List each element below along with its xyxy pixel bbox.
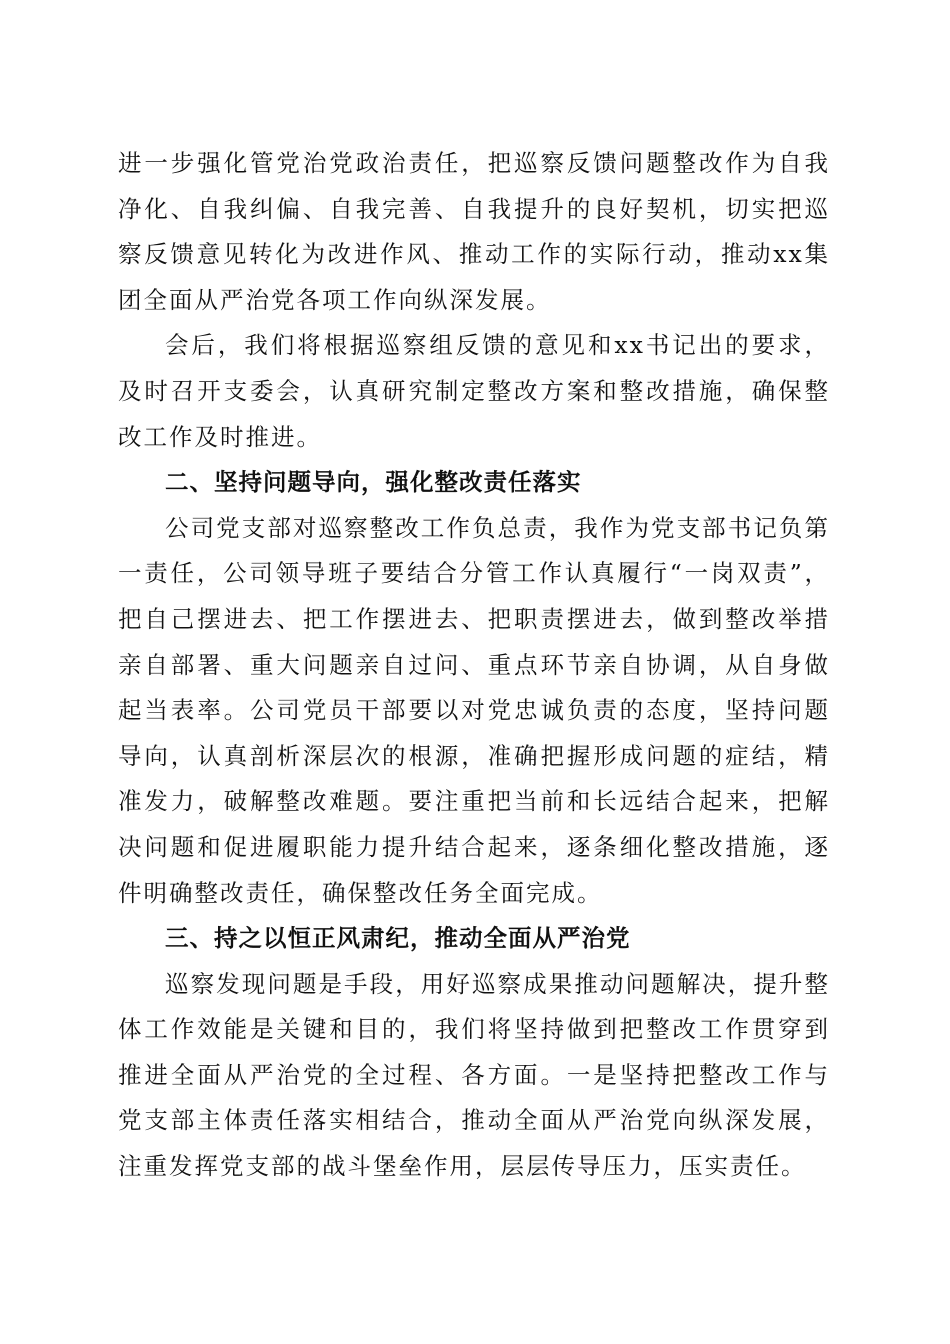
section-heading-2: 二、坚持问题导向，强化整改责任落实 (165, 468, 582, 497)
body-paragraph-continued: 进一步强化管党治党政治责任，把巡察反馈问题整改作为自我净化、自我纠偏、自我完善、自我提升的良好契机，切实把巡察反馈意见转化为改进作风、推动工作的实际行动，推动xx集团全面从严治党各项工作向纵深发展。 (118, 149, 830, 314)
body-paragraph: 公司党支部对巡察整改工作负总责，我作为党支部书记负第一责任，公司领导班子要结合分管工作认真履行“一岗双责”，把自己摆进去、把工作摆进去、把职责摆进去，做到整改举措亲自部署、重大问题亲自过问、重点环节亲自协调，从自身做起当表率。公司党员干部要以对党忠诚负责的态度，坚持问题导向，认真剖析深层次的根源，准确把握形成问题的症结，精准发力，破解整改难题。要注重把当前和长远结合起来，把解决问题和促进履职能力提升结合起来，逐条细化整改措施，逐件明确整改责任，确保整改任务全面完成。 (118, 513, 830, 907)
document-body (118, 141, 830, 1190)
section-heading-3: 三、持之以恒正风肃纪，推动全面从严治党 (165, 924, 631, 953)
body-paragraph: 会后，我们将根据巡察组反馈的意见和xx书记出的要求，及时召开支委会，认真研究制定整改方案和整改措施，确保整改工作及时推进。 (118, 331, 830, 451)
body-paragraph: 巡察发现问题是手段，用好巡察成果推动问题解决，提升整体工作效能是关键和目的，我们将坚持做到把整改工作贯穿到推进全面从严治党的全过程、各方面。一是坚持把整改工作与党支部主体责任落实相结合，推动全面从严治党向纵深发展，注重发挥党支部的战斗堡垒作用，层层传导压力，压实责任。 (118, 969, 830, 1181)
